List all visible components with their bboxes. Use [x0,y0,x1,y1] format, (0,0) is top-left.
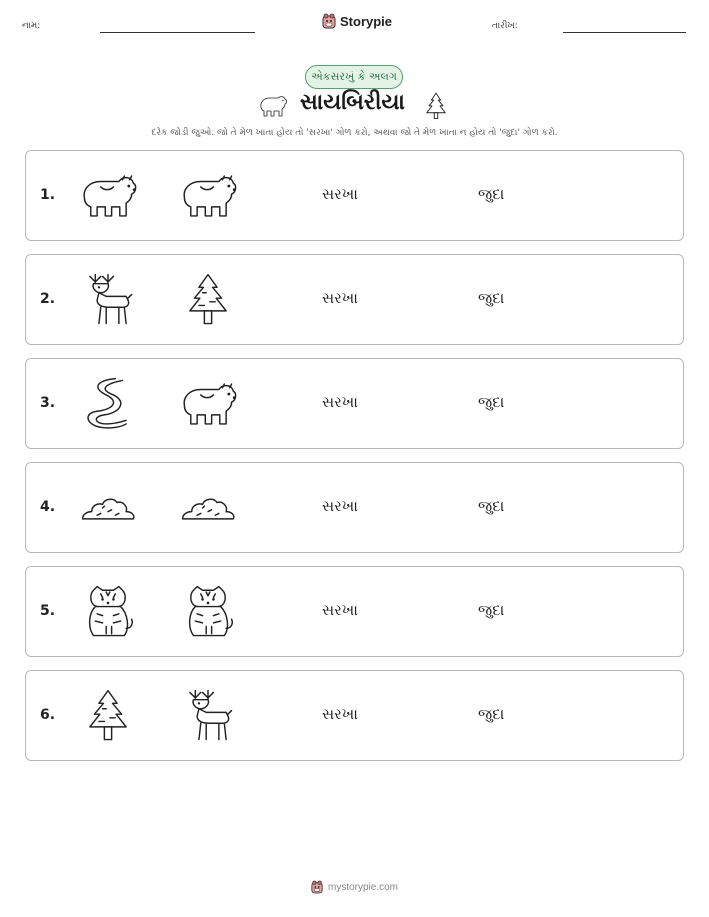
date-label: તારીખ: [492,21,518,31]
question-number: 1. [40,187,56,203]
snow-pile-icon [79,479,137,537]
option-same[interactable]: સરખા [322,289,358,307]
name-field[interactable] [100,32,255,33]
option-different[interactable]: જુદા [478,393,505,411]
option-same[interactable]: સરખા [322,185,358,203]
bear-icon [79,167,137,225]
deer-icon [79,271,137,329]
option-different[interactable]: જુદા [478,289,505,307]
bear-icon [179,167,237,225]
question-number: 5. [40,603,56,619]
option-different[interactable]: જુદા [478,497,505,515]
bear-icon [256,92,288,124]
question-row-2 [25,254,684,345]
bear-icon [179,375,237,433]
question-row-4 [25,462,684,553]
option-same[interactable]: સરખા [322,393,358,411]
page-title: સાયબિરીયા [300,90,405,115]
storypie-mascot-icon [322,13,336,29]
date-field[interactable] [563,32,686,33]
brand-name: Storypie [340,13,393,29]
name-label: નામ: [22,21,41,31]
question-number: 6. [40,707,56,723]
snow-pile-icon [179,479,237,537]
worksheet-type-badge: એકસરખું કે અલગ [305,65,403,89]
question-row-1 [25,150,684,241]
question-row-3 [25,358,684,449]
option-different[interactable]: જુદા [478,601,505,619]
question-row-6 [25,670,684,761]
instructions: દરેક જોડી જુઓ. જો તે મેળ ખાતા હોય તો 'સરખા' ગોળ કરો, અથવા જો તે મેળ ખાતા ન હોય તો 'જુદા' ગોળ કરો. [151,128,558,138]
tiger-icon [179,583,237,641]
option-same[interactable]: સરખા [322,705,358,723]
brand-logo [322,13,392,29]
pine-tree-icon [179,271,237,329]
option-different[interactable]: જુદા [478,705,505,723]
option-different[interactable]: જુદા [478,185,505,203]
option-same[interactable]: સરખા [322,601,358,619]
title-row [0,90,709,122]
pine-tree-icon [79,687,137,745]
river-icon [79,375,137,433]
footer [0,880,709,894]
question-number: 3. [40,395,56,411]
footer-site[interactable]: mystorypie.com [327,881,398,893]
option-same[interactable]: સરખા [322,497,358,515]
question-number: 2. [40,291,56,307]
pine-tree-icon [424,92,448,126]
deer-icon [179,687,237,745]
tiger-icon [79,583,137,641]
question-number: 4. [40,499,56,515]
storypie-mascot-icon [311,880,323,894]
question-row-5 [25,566,684,657]
